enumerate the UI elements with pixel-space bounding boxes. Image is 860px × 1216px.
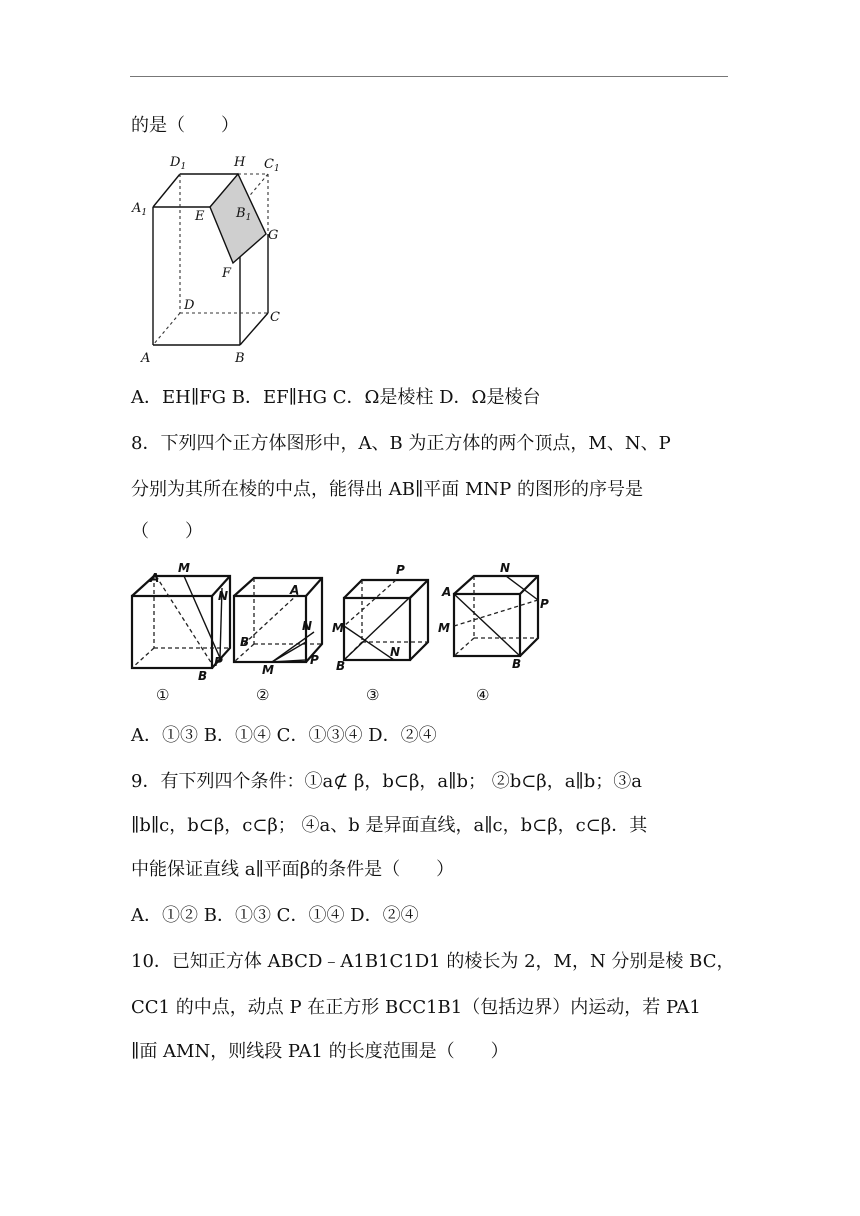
q8-fig2-label-a: A	[290, 583, 300, 597]
q8-fig4-label-n: N	[500, 561, 511, 575]
q7-label-g: G	[268, 228, 279, 243]
q7-label-a1: $A_1$	[132, 201, 148, 218]
q8-cube-3	[332, 563, 428, 704]
q8-line-1: 8．下列四个正方体图形中，A、B 为正方体的两个顶点，M、N、P	[131, 433, 671, 454]
q10-line-1: 10．已知正方体 ABCD﹣A1B1C1D1 的棱长为 2，M，N 分别是棱 BC，	[131, 951, 735, 972]
q8-cube-4	[438, 561, 549, 704]
q8-fig2-number: ②	[256, 686, 270, 704]
q8-fig3-label-n: N	[390, 645, 401, 659]
q7-question-tail: 的是（ ）	[131, 115, 239, 136]
q8-fig4-number: ④	[476, 686, 490, 704]
q8-fig2-label-b: B	[240, 635, 250, 649]
q9-options: A．①② B．①③ C．①④ D．②④	[131, 905, 419, 926]
q7-label-e: E	[195, 209, 205, 224]
q7-label-f: F	[222, 266, 232, 281]
q8-fig2-label-m: M	[262, 663, 274, 677]
q8-fig1-label-b: B	[198, 669, 208, 683]
q7-prism-figure	[128, 150, 298, 370]
q7-label-d: D	[184, 298, 195, 313]
q8-fig1-label-a: A	[150, 571, 160, 585]
q7-label-c1: $C_1$	[264, 157, 280, 174]
q8-fig1-label-n: N	[218, 589, 229, 603]
q8-fig1-number: ①	[156, 686, 170, 704]
q8-line-2: 分别为其所在棱的中点，能得出 AB∥平面 MNP 的图形的序号是	[131, 479, 643, 500]
q7-options: A．EH∥FG B．EF∥HG C．Ω是棱柱 D．Ω是棱台	[131, 387, 541, 408]
q8-fig2-label-n: N	[302, 619, 313, 633]
q10-line-3: ∥面 AMN，则线段 PA1 的长度范围是（ ）	[131, 1041, 509, 1062]
q8-options: A．①③ B．①④ C．①③④ D．②④	[131, 725, 437, 746]
q8-cube-2	[234, 578, 322, 704]
q9-line-1: 9．有下列四个条件：①a⊄ β，b⊂β，a∥b； ②b⊂β，a∥b；③a	[131, 771, 643, 792]
q7-label-b1: $B_1$	[236, 206, 252, 223]
q7-label-h: H	[234, 155, 246, 170]
q7-label-b: B	[235, 351, 245, 366]
q8-fig3-label-m: M	[332, 621, 344, 635]
q8-fig2-label-p: P	[310, 653, 319, 667]
q8-fig1-label-p: P	[214, 655, 223, 669]
q8-fig4-label-p: P	[540, 597, 549, 611]
q8-fig3-label-b: B	[336, 659, 346, 673]
q8-fig4-label-b: B	[512, 657, 522, 671]
q8-fig4-label-m: M	[438, 621, 450, 635]
q8-cube-1	[132, 561, 230, 704]
q9-line-3: 中能保证直线 a∥平面β的条件是（ ）	[131, 859, 455, 880]
q8-fig3-label-p: P	[396, 563, 405, 577]
q7-label-a: A	[141, 351, 151, 366]
q8-fig4-label-a: A	[442, 585, 452, 599]
q8-fig1-label-m: M	[178, 561, 190, 575]
q8-fig3-number: ③	[366, 686, 380, 704]
header-rule	[130, 76, 728, 77]
q7-label-c: C	[270, 310, 280, 325]
q9-line-2: ∥b∥c，b⊂β，c⊂β； ④a、b 是异面直线，a∥c，b⊂β，c⊂β．其	[131, 815, 648, 836]
q7-label-d1: $D_1$	[170, 155, 187, 172]
q8-cubes-figure	[126, 560, 566, 708]
q10-line-2: CC1 的中点，动点 P 在正方形 BCC1B1（包括边界）内运动，若 PA1	[131, 997, 701, 1018]
q8-line-3: （ ）	[131, 521, 203, 542]
